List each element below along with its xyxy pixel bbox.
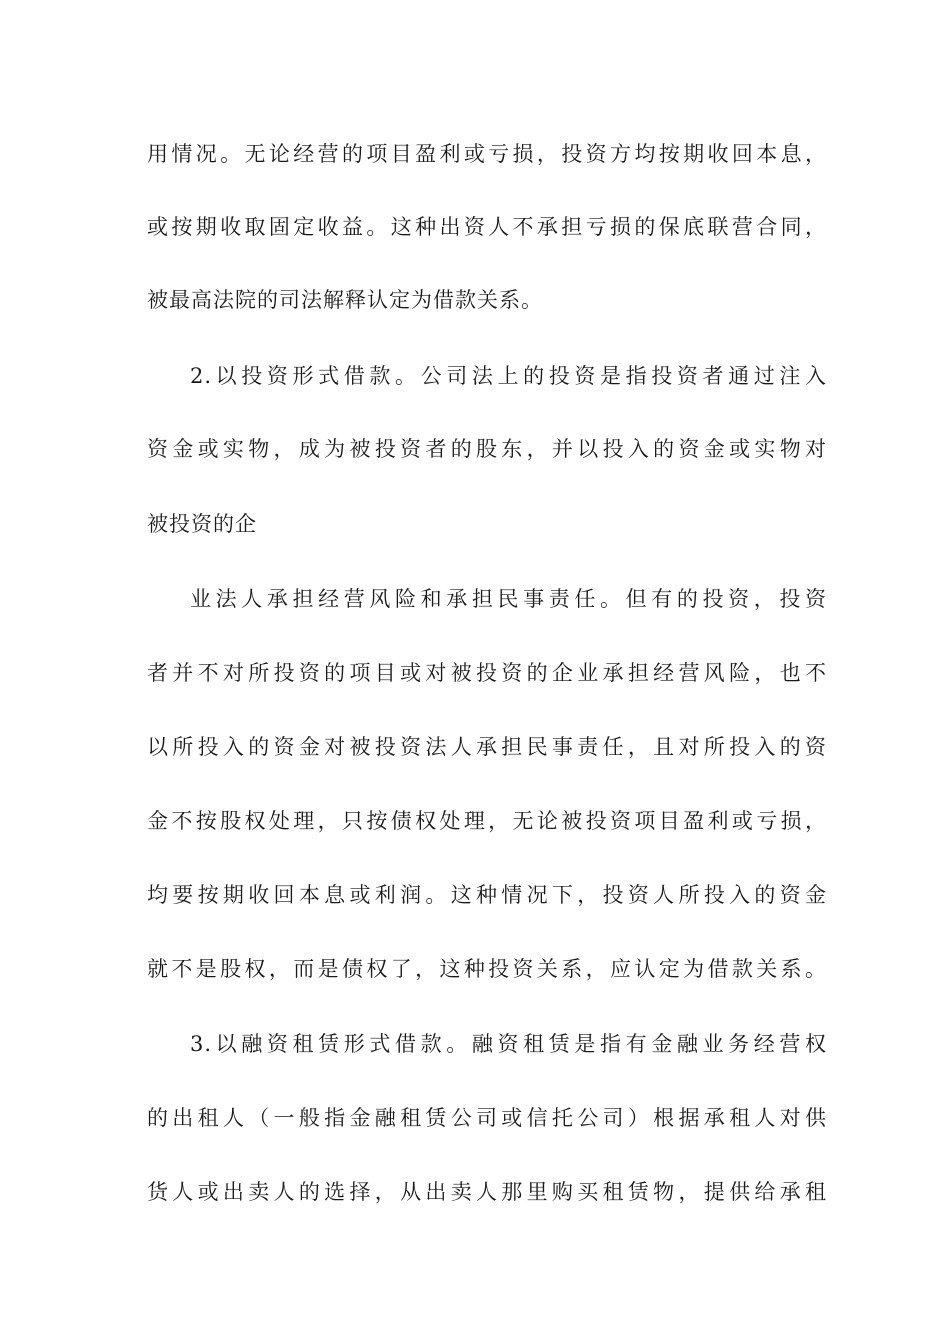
text-line-12: 就不是股权，而是债权了，这种投资关系，应认定为借款关系。 — [147, 957, 827, 981]
text-line-7: 业法人承担经营风险和承担民事责任。但有的投资，投资 — [190, 587, 827, 611]
text-line-3: 被最高法院的司法解释认定为借款关系。 — [147, 288, 543, 312]
text-line-14: 的出租人（一般指金融租赁公司或信托公司）根据承租人对供 — [147, 1106, 827, 1130]
text-line-5: 资金或实物，成为被投资者的股东，并以投入的资金或实物对 — [147, 437, 827, 461]
text-line-9: 以所投入的资金对被投资法人承担民事责任，且对所投入的资 — [147, 735, 827, 759]
text-line-8: 者并不对所投资的项目或对被投资的企业承担经营风险，也不 — [147, 661, 827, 685]
text-line-13: 3.以融资租赁形式借款。融资租赁是指有金融业务经营权 — [190, 1032, 827, 1056]
text-line-4: 2.以投资形式借款。公司法上的投资是指投资者通过注入 — [190, 364, 827, 388]
text-line-10: 金不按股权处理，只按债权处理，无论被投资项目盈利或亏损， — [147, 809, 827, 833]
text-line-1: 用情况。无论经营的项目盈利或亏损，投资方均按期收回本息， — [147, 142, 827, 166]
text-line-11: 均要按期收回本息或利润。这种情况下，投资人所投入的资金 — [147, 883, 827, 907]
text-line-2: 或按期收取固定收益。这种出资人不承担亏损的保底联营合同， — [147, 215, 827, 239]
text-line-15: 货人或出卖人的选择，从出卖人那里购买租赁物，提供给承租 — [147, 1180, 827, 1204]
text-line-6: 被投资的企 — [147, 512, 257, 536]
